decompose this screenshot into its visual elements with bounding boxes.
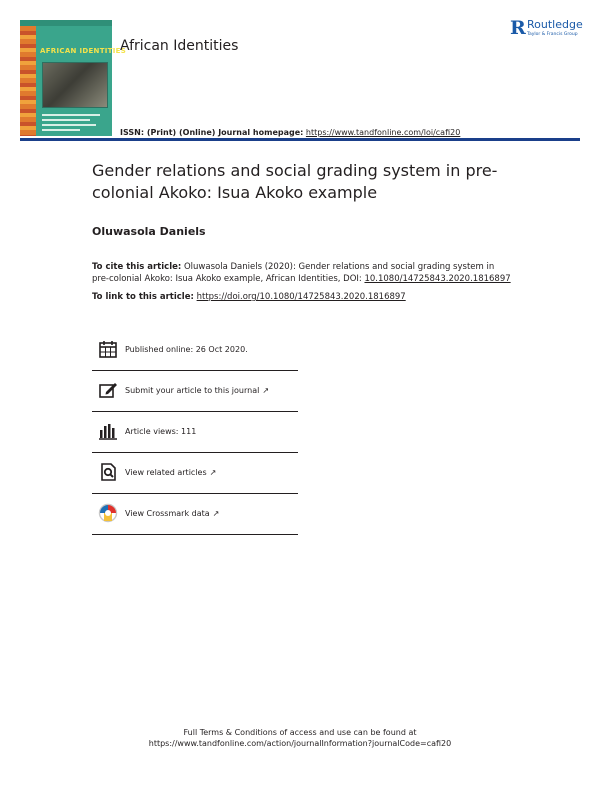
publisher-name: Routledge: [527, 18, 583, 31]
related-search-icon: [98, 462, 118, 482]
citation-doi-link[interactable]: 10.1080/14725843.2020.1816897: [364, 273, 511, 284]
article-info-list: [92, 330, 298, 535]
publisher-tagline: Taylor & Francis Group: [527, 32, 578, 37]
article-views-label: Article views: 111: [125, 427, 197, 436]
journal-homepage-link[interactable]: https://www.tandfonline.com/loi/cafi20: [305, 128, 461, 137]
cover-pattern-strip: [20, 26, 36, 136]
submit-article-label[interactable]: [125, 386, 269, 395]
citation-block: [92, 262, 512, 285]
article-doi-link[interactable]: https://doi.org/10.1080/14725843.2020.1816897: [196, 292, 406, 302]
submit-article-text: Submit your article to this journal: [125, 386, 260, 395]
related-articles-label[interactable]: [125, 468, 216, 477]
cover-text-lines: [42, 114, 106, 134]
terms-line: Full Terms & Conditions of access and use can be found at: [183, 728, 417, 737]
article-link-label: To link to this article:: [92, 292, 194, 302]
citation-text: Oluwasola Daniels (2020): Gender relations and social grading system in pre-colonial Akoko: Isua Akoko example, African Identities, DOI:: [92, 262, 495, 284]
crossmark-icon: [98, 503, 118, 523]
article-title: Gender relations and social grading system in pre-colonial Akoko: Isua Akoko example: [92, 161, 498, 202]
citation-label: To cite this article:: [92, 262, 182, 272]
header-divider: [20, 138, 580, 141]
article-views-item: [92, 412, 298, 453]
issn-label: ISSN: (Print) (Online) Journal homepage:: [120, 128, 304, 137]
external-link-icon: ↗: [212, 509, 220, 518]
submit-article-item[interactable]: [92, 371, 298, 412]
external-link-icon: ↗: [262, 386, 270, 395]
journal-title: African Identities: [120, 38, 239, 54]
published-online-item: [92, 330, 298, 371]
issn-line: [120, 128, 460, 137]
cover-title: AFRICAN IDENTITIES: [40, 47, 127, 55]
terms-link[interactable]: https://www.tandfonline.com/action/journalInformation?journalCode=cafi20: [148, 739, 452, 748]
related-articles-item[interactable]: [92, 453, 298, 494]
publisher-logo: [510, 16, 590, 42]
cover-photo: [42, 62, 108, 108]
journal-cover-image: [20, 20, 127, 136]
terms-footer: [0, 727, 600, 749]
crossmark-label[interactable]: [125, 509, 219, 518]
external-link-icon: ↗: [209, 468, 217, 477]
calendar-icon: [98, 339, 118, 359]
edit-icon: [98, 380, 118, 400]
bar-chart-icon: [98, 421, 118, 441]
published-online-label: Published online: 26 Oct 2020.: [125, 345, 248, 354]
related-articles-text: View related articles: [125, 468, 207, 477]
crossmark-text: View Crossmark data: [125, 509, 210, 518]
article-link-block: [92, 292, 512, 302]
article-author: Oluwasola Daniels: [92, 225, 206, 238]
routledge-logo-icon: R: [510, 17, 526, 39]
crossmark-item[interactable]: [92, 494, 298, 535]
